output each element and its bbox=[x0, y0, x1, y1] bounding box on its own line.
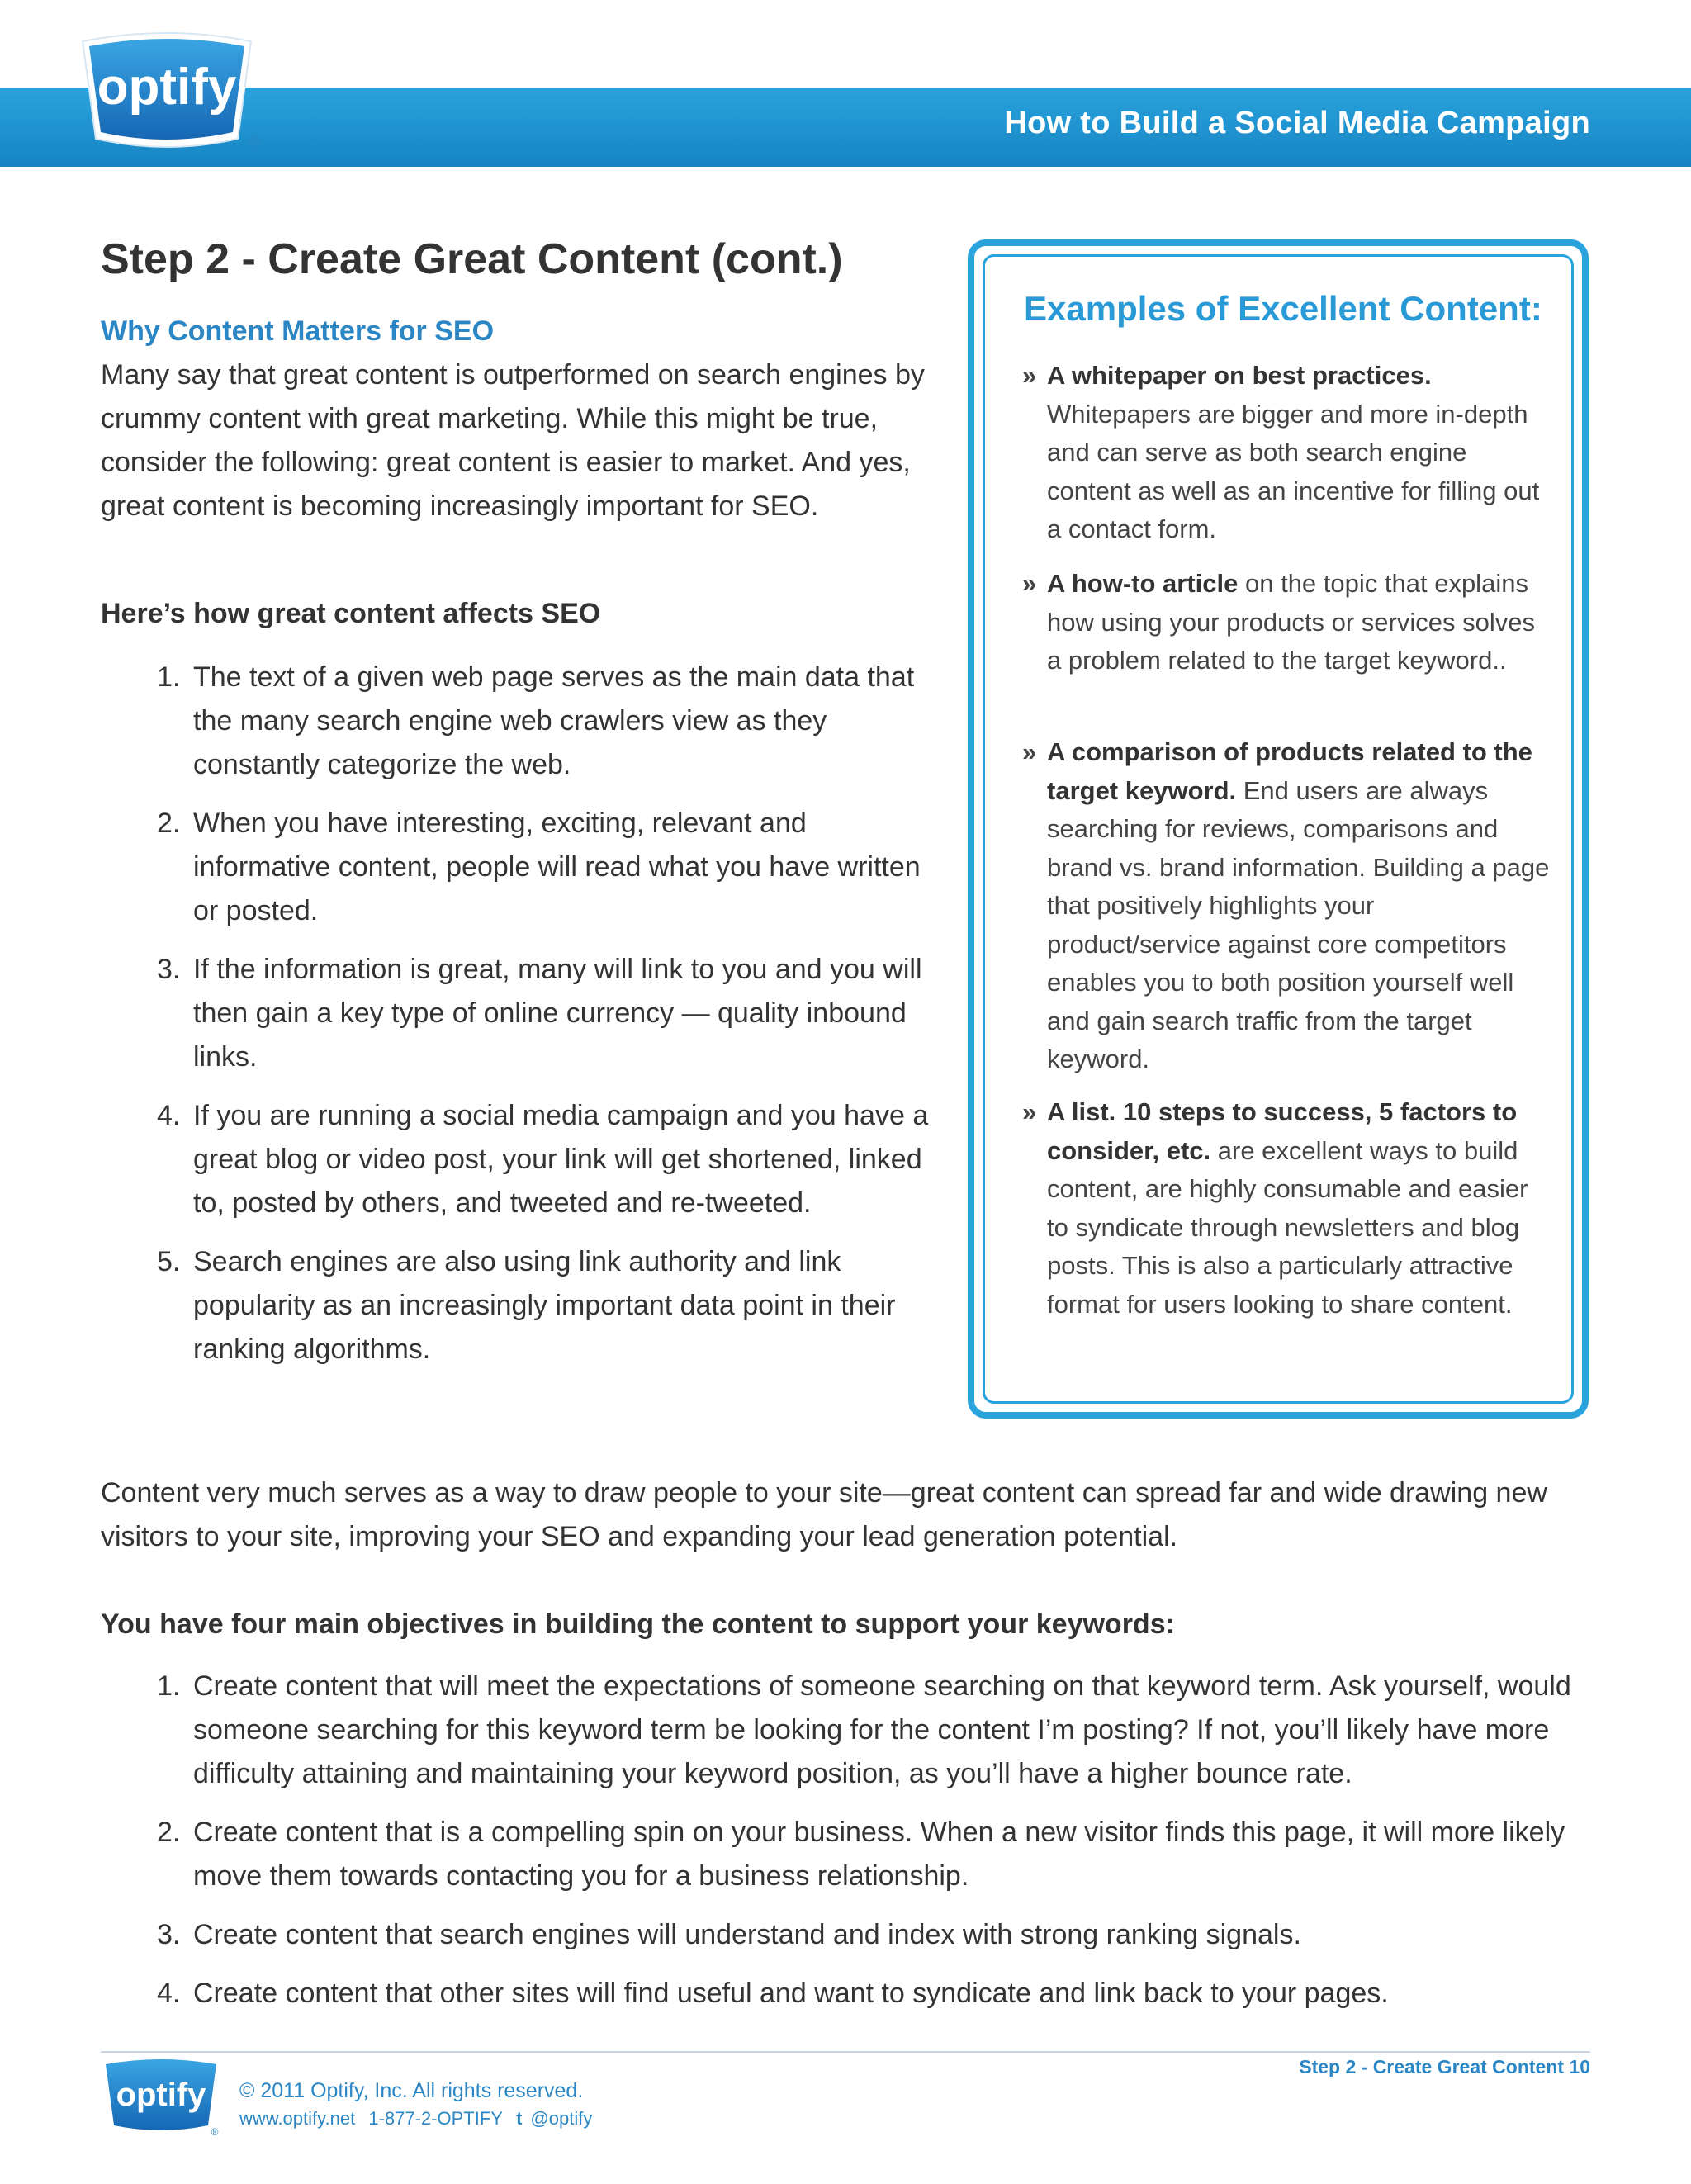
example-bold: A how-to article bbox=[1047, 569, 1239, 598]
intro-paragraph: Many say that great content is outperformed on search engines by crummy content with great marketing. While this might be true, consider the following: great content is easier to market. And yes, great content is becoming increasingly important for SEO. bbox=[101, 359, 925, 522]
page-title: Step 2 - Create Great Content (cont.) bbox=[101, 235, 843, 283]
list-item bbox=[101, 802, 935, 933]
closing-paragraph: Content very much serves as a way to draw people to your site—great content can spread far and wide drawing new visitors to your site, improving your SEO and expanding your lead generation potential. bbox=[101, 1477, 1547, 1552]
footer-phone: 1-877-2-OPTIFY bbox=[368, 2108, 503, 2129]
registered-mark: ® bbox=[248, 132, 260, 150]
list-item-text: The text of a given web page serves as the main data that the many search engine web crawlers view as they constantly categorize the web. bbox=[193, 661, 915, 780]
bullet-marker: » bbox=[1022, 361, 1037, 390]
list-number: 1. bbox=[157, 1670, 181, 1702]
list-number: 2. bbox=[157, 808, 181, 839]
list-number: 2. bbox=[157, 1817, 181, 1848]
list-number: 4. bbox=[157, 1100, 181, 1131]
list-item bbox=[101, 1913, 1612, 1957]
list-item bbox=[101, 948, 935, 1079]
list-item bbox=[101, 1811, 1612, 1898]
list-item-text: Create content that will meet the expectations of someone searching on that keyword term. Ask yourself, would someone searching for this keyword term be looking for the content I’m posting? If not, you’ll likely have more difficulty attaining and maintaining your keyword position, as you’ll have a higher bounce rate. bbox=[193, 1670, 1571, 1789]
list-item bbox=[101, 1094, 935, 1225]
list-item bbox=[101, 1665, 1612, 1796]
example-item bbox=[1022, 357, 1551, 549]
footer-logo-wordmark: optify bbox=[116, 2077, 206, 2113]
list-item-text: Search engines are also using link authority and link popularity as an increasingly important data point in their ranking algorithms. bbox=[193, 1246, 896, 1365]
list-item-text: If you are running a social media campaign and you have a great blog or video post, your link will get shortened, linked to, posted by others, and tweeted and re-tweeted. bbox=[193, 1100, 929, 1219]
example-item bbox=[1022, 1093, 1551, 1324]
document-title: How to Build a Social Media Campaign bbox=[1004, 106, 1590, 140]
bullet-marker: » bbox=[1022, 1097, 1037, 1126]
footer-contact bbox=[239, 2108, 609, 2130]
list-item bbox=[101, 1972, 1612, 2016]
footer-website-link[interactable]: www.optify.net bbox=[239, 2108, 356, 2129]
list-number: 3. bbox=[157, 954, 181, 985]
example-item bbox=[1022, 733, 1551, 1079]
footer-optify-logo bbox=[99, 2056, 223, 2139]
footer-twitter[interactable] bbox=[516, 2108, 600, 2129]
footer-copyright: © 2011 Optify, Inc. All rights reserved. bbox=[239, 2079, 584, 2102]
list-number: 4. bbox=[157, 1978, 181, 2009]
example-text: on the topic that explains how using your products or services solves a problem related to the target keyword.. bbox=[1047, 569, 1535, 675]
example-bold: A list. 10 steps to success, 5 factors to consider, etc. bbox=[1047, 1097, 1518, 1165]
bullet-marker: » bbox=[1022, 737, 1037, 766]
sidebar-title: Examples of Excellent Content: bbox=[1024, 289, 1542, 328]
objectives-heading: You have four main objectives in building the content to support your keywords: bbox=[101, 1608, 1175, 1640]
seo-subheading: Here’s how great content affects SEO bbox=[101, 598, 601, 629]
objectives-list bbox=[101, 1665, 1612, 2030]
list-item bbox=[101, 1240, 935, 1372]
example-text: are excellent ways to build content, are highly consumable and easier to syndicate through newsletters and blog posts. This is also a particularly attractive format for users looking to share content. bbox=[1047, 1135, 1528, 1319]
list-item-text: Create content that is a compelling spin on your business. When a new visitor finds this page, it will more likely move them towards contacting you for a business relationship. bbox=[193, 1817, 1565, 1892]
example-text: Whitepapers are bigger and more in-depth and can serve as both search engine content as well as an incentive for filling out a contact form. bbox=[1047, 399, 1540, 543]
example-text: End users are always searching for reviews, comparisons and brand vs. brand information. Building a page that positively highlights your product/service against core competitors enables you to both position yourself well and gain search traffic from the target keyword. bbox=[1047, 775, 1550, 1073]
optify-logo bbox=[76, 30, 258, 154]
bullet-marker: » bbox=[1022, 569, 1037, 598]
twitter-icon: t bbox=[516, 2108, 523, 2129]
seo-points-list bbox=[101, 656, 935, 1386]
footer-divider bbox=[101, 2051, 1590, 2053]
list-number: 3. bbox=[157, 1919, 181, 1950]
list-item-text: When you have interesting, exciting, relevant and informative content, people will read what you have written or posted. bbox=[193, 808, 921, 926]
example-bold: A comparison of products related to the target keyword. bbox=[1047, 737, 1532, 805]
logo-wordmark: optify bbox=[97, 59, 237, 116]
list-number: 5. bbox=[157, 1246, 181, 1277]
example-item bbox=[1022, 565, 1551, 680]
footer-twitter-handle: @optify bbox=[530, 2108, 593, 2129]
list-item-text: Create content that search engines will understand and index with strong ranking signals. bbox=[193, 1919, 1301, 1950]
list-item-text: Create content that other sites will find useful and want to syndicate and link back to your pages. bbox=[193, 1978, 1389, 2009]
list-number: 1. bbox=[157, 661, 181, 693]
example-bold: A whitepaper on best practices. bbox=[1047, 361, 1432, 390]
section-heading: Why Content Matters for SEO bbox=[101, 315, 495, 347]
list-item bbox=[101, 656, 935, 787]
list-item-text: If the information is great, many will link to you and you will then gain a key type of online currency — quality inbound links. bbox=[193, 954, 922, 1073]
footer-registered-mark: ® bbox=[211, 2126, 219, 2138]
footer-page-label: Step 2 - Create Great Content 10 bbox=[1299, 2056, 1590, 2077]
